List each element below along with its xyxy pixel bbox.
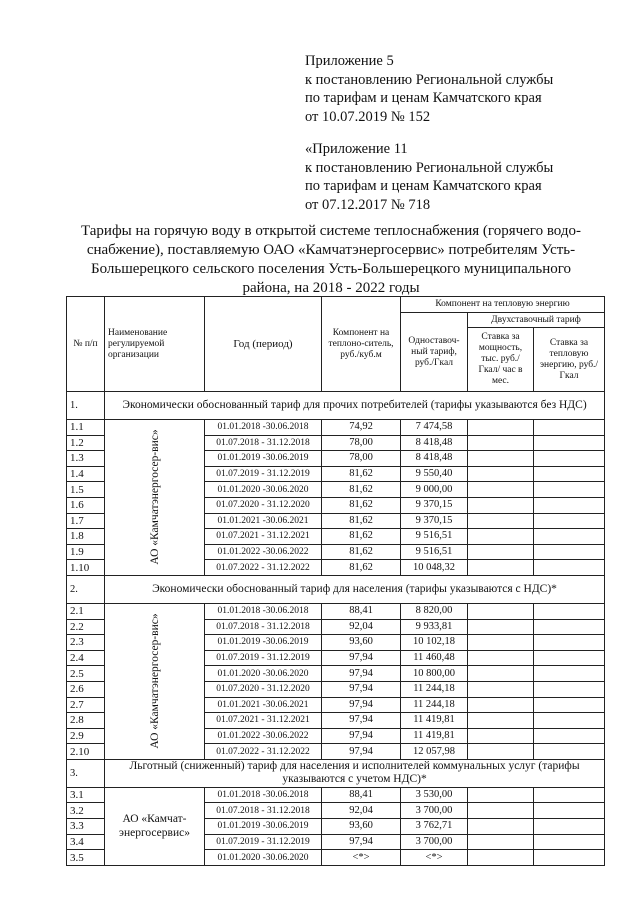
carrier-value: 97,94 (322, 744, 401, 760)
single-rate-value: 11 244,18 (401, 697, 468, 713)
power-rate-value (468, 560, 534, 576)
organization-cell: АО «Камчат-энергосервис» (105, 787, 205, 865)
row-number: 2.8 (67, 713, 105, 729)
power-rate-value (468, 728, 534, 744)
header-energy-rate: Ставка за тепловую энергию, руб./Гкал (534, 328, 605, 392)
annex-line: по тарифам и ценам Камчатского края (305, 90, 542, 106)
carrier-value: 81,62 (322, 513, 401, 529)
carrier-value: 97,94 (322, 697, 401, 713)
row-number: 1.3 (67, 451, 105, 467)
document-title (66, 222, 596, 298)
organization-cell (105, 603, 205, 759)
single-rate-value: 11 460,48 (401, 650, 468, 666)
energy-rate-value (534, 650, 605, 666)
power-rate-value (468, 529, 534, 545)
row-number: 1.5 (67, 482, 105, 498)
energy-rate-value (534, 451, 605, 467)
single-rate-value: 10 048,32 (401, 560, 468, 576)
energy-rate-value (534, 819, 605, 835)
carrier-value: 97,94 (322, 834, 401, 850)
carrier-value: 81,62 (322, 466, 401, 482)
row-number: 1.6 (67, 497, 105, 513)
energy-rate-value (534, 482, 605, 498)
period-cell: 01.01.2019 -30.06.2019 (205, 451, 322, 467)
energy-rate-value (534, 713, 605, 729)
energy-rate-value (534, 803, 605, 819)
carrier-value: 81,62 (322, 497, 401, 513)
row-number: 2.10 (67, 744, 105, 760)
row-number: 2.9 (67, 728, 105, 744)
carrier-value: 92,04 (322, 803, 401, 819)
row-number: 2.6 (67, 681, 105, 697)
carrier-value: 78,00 (322, 451, 401, 467)
period-cell: 01.01.2019 -30.06.2019 (205, 635, 322, 651)
row-number: 2.2 (67, 619, 105, 635)
section-header-row (67, 759, 605, 787)
row-number: 3.4 (67, 834, 105, 850)
single-rate-value: 3 700,00 (401, 834, 468, 850)
power-rate-value (468, 650, 534, 666)
row-number: 2.4 (67, 650, 105, 666)
annex-line: к постановлению Региональной службы (305, 159, 554, 176)
energy-rate-value (534, 681, 605, 697)
energy-rate-value (534, 513, 605, 529)
period-cell: 01.01.2018 -30.06.2018 (205, 603, 322, 619)
carrier-value: 97,94 (322, 713, 401, 729)
single-rate-value: 3 530,00 (401, 787, 468, 803)
carrier-value: <*> (322, 850, 401, 866)
period-cell: 01.07.2019 - 31.12.2019 (205, 834, 322, 850)
period-cell: 01.01.2020 -30.06.2020 (205, 482, 322, 498)
period-cell: 01.07.2022 - 31.12.2022 (205, 560, 322, 576)
energy-rate-value (534, 635, 605, 651)
section-title: Экономически обоснованный тариф для прочих потребителей (тарифы указываются без НДС) (105, 392, 605, 420)
energy-rate-value (534, 466, 605, 482)
single-rate-value: 8 820,00 (401, 603, 468, 619)
power-rate-value (468, 744, 534, 760)
power-rate-value (468, 482, 534, 498)
carrier-value: 81,62 (322, 529, 401, 545)
section-title: Льготный (сниженный) тариф для населения и исполнителей коммунальных услуг (тарифы указываются с учетом НДС)* (105, 759, 605, 787)
header-heat-group: Компонент на тепловую энергию (401, 297, 605, 313)
energy-rate-value (534, 529, 605, 545)
annex-line: от 07.12.2017 № 718 (305, 196, 431, 213)
single-rate-value: 9 370,15 (401, 497, 468, 513)
power-rate-value (468, 513, 534, 529)
header-power-rate: Ставка за мощность, тыс. руб./Гкал/ час в мес. (468, 328, 534, 392)
energy-rate-value (534, 435, 605, 451)
single-rate-value: 9 370,15 (401, 513, 468, 529)
energy-rate-value (534, 603, 605, 619)
power-rate-value (468, 420, 534, 436)
annex-line: Приложение 5 (305, 53, 394, 69)
row-number: 1.7 (67, 513, 105, 529)
carrier-value: 93,60 (322, 819, 401, 835)
carrier-value: 97,94 (322, 681, 401, 697)
carrier-value: 74,92 (322, 420, 401, 436)
power-rate-value (468, 666, 534, 682)
period-cell: 01.01.2018 -30.06.2018 (205, 787, 322, 803)
carrier-value: 97,94 (322, 728, 401, 744)
period-cell: 01.01.2021 -30.06.2021 (205, 697, 322, 713)
row-number: 2.3 (67, 635, 105, 651)
carrier-value: 81,62 (322, 482, 401, 498)
single-rate-value: 9 933,81 (401, 619, 468, 635)
row-number: 1.9 (67, 544, 105, 560)
section-header-row (67, 575, 605, 603)
power-rate-value (468, 466, 534, 482)
period-cell: 01.01.2021 -30.06.2021 (205, 513, 322, 529)
single-rate-value: 10 102,18 (401, 635, 468, 651)
section-number: 2. (67, 575, 105, 603)
energy-rate-value (534, 497, 605, 513)
single-rate-value: 8 418,48 (401, 451, 468, 467)
section-title: Экономически обоснованный тариф для населения (тарифы указываются с НДС)* (105, 575, 605, 603)
row-number: 1.1 (67, 420, 105, 436)
carrier-value: 78,00 (322, 435, 401, 451)
power-rate-value (468, 451, 534, 467)
power-rate-value (468, 803, 534, 819)
power-rate-value (468, 697, 534, 713)
annex-line: к постановлению Региональной службы (305, 71, 554, 88)
power-rate-value (468, 497, 534, 513)
period-cell: 01.07.2021 - 31.12.2021 (205, 713, 322, 729)
energy-rate-value (534, 560, 605, 576)
row-number: 1.2 (67, 435, 105, 451)
title-line: района, на 2018 - 2022 годы (242, 280, 420, 296)
annex-line: «Приложение 11 (305, 141, 408, 157)
period-cell: 01.07.2022 - 31.12.2022 (205, 744, 322, 760)
row-number: 3.2 (67, 803, 105, 819)
carrier-value: 81,62 (322, 544, 401, 560)
energy-rate-value (534, 744, 605, 760)
period-cell: 01.01.2022 -30.06.2022 (205, 728, 322, 744)
power-rate-value (468, 635, 534, 651)
period-cell: 01.01.2018 -30.06.2018 (205, 420, 322, 436)
energy-rate-value (534, 666, 605, 682)
row-number: 1.10 (67, 560, 105, 576)
carrier-value: 88,41 (322, 787, 401, 803)
tariff-table (66, 296, 605, 866)
row-number: 2.5 (67, 666, 105, 682)
energy-rate-value (534, 787, 605, 803)
power-rate-value (468, 619, 534, 635)
period-cell: 01.07.2018 - 31.12.2018 (205, 803, 322, 819)
single-rate-value: 11 244,18 (401, 681, 468, 697)
power-rate-value (468, 850, 534, 866)
single-rate-value: 9 516,51 (401, 544, 468, 560)
section-header-row (67, 392, 605, 420)
title-line: Тарифы на горячую воду в открытой системе теплоснабжения (горячего водо- (80, 223, 582, 239)
power-rate-value (468, 681, 534, 697)
header-carrier: Компонент на теплоно-ситель, руб./куб.м (322, 297, 401, 392)
energy-rate-value (534, 850, 605, 866)
power-rate-value (468, 834, 534, 850)
row-number: 1.4 (67, 466, 105, 482)
period-cell: 01.01.2019 -30.06.2019 (205, 819, 322, 835)
power-rate-value (468, 819, 534, 835)
period-cell: 01.07.2019 - 31.12.2019 (205, 650, 322, 666)
organization-name: АО «Камчатэнергосер-вис» (148, 429, 161, 566)
table-row (67, 787, 605, 803)
single-rate-value: 11 419,81 (401, 728, 468, 744)
energy-rate-value (534, 544, 605, 560)
energy-rate-value (534, 619, 605, 635)
organization-name: АО «Камчатэнергосер-вис» (148, 613, 161, 750)
single-rate-value: <*> (401, 850, 468, 866)
single-rate-value: 12 057,98 (401, 744, 468, 760)
table-row (67, 603, 605, 619)
annex-line: от 10.07.2019 № 152 (305, 108, 431, 125)
single-rate-value: 9 516,51 (401, 529, 468, 545)
power-rate-value (468, 787, 534, 803)
period-cell: 01.01.2020 -30.06.2020 (205, 850, 322, 866)
single-rate-value: 9 000,00 (401, 482, 468, 498)
annex-line: по тарифам и ценам Камчатского края (305, 178, 542, 194)
header-single-rate: Одноставоч-ный тариф, руб./Гкал (401, 313, 468, 392)
title-line: снабжение), поставляемую ОАО «Камчатэнергосервис» потребителям Усть- (86, 242, 576, 258)
single-rate-value: 3 762,71 (401, 819, 468, 835)
row-number: 1.8 (67, 529, 105, 545)
energy-rate-value (534, 420, 605, 436)
period-cell: 01.01.2020 -30.06.2020 (205, 666, 322, 682)
row-number: 2.1 (67, 603, 105, 619)
annex-reference-11 (305, 140, 553, 214)
power-rate-value (468, 713, 534, 729)
period-cell: 01.07.2018 - 31.12.2018 (205, 435, 322, 451)
header-num: № п/п (67, 297, 105, 392)
power-rate-value (468, 435, 534, 451)
annex-reference-5 (305, 52, 553, 126)
row-number: 3.5 (67, 850, 105, 866)
title-line: Большерецкого сельского поселения Усть-Большерецкого муниципального (90, 261, 572, 277)
carrier-value: 88,41 (322, 603, 401, 619)
energy-rate-value (534, 728, 605, 744)
power-rate-value (468, 603, 534, 619)
carrier-value: 93,60 (322, 635, 401, 651)
period-cell: 01.07.2018 - 31.12.2018 (205, 619, 322, 635)
single-rate-value: 8 418,48 (401, 435, 468, 451)
single-rate-value: 10 800,00 (401, 666, 468, 682)
power-rate-value (468, 544, 534, 560)
table-row (67, 420, 605, 436)
period-cell: 01.01.2022 -30.06.2022 (205, 544, 322, 560)
carrier-value: 92,04 (322, 619, 401, 635)
carrier-value: 97,94 (322, 650, 401, 666)
row-number: 3.3 (67, 819, 105, 835)
section-number: 1. (67, 392, 105, 420)
period-cell: 01.07.2019 - 31.12.2019 (205, 466, 322, 482)
row-number: 3.1 (67, 787, 105, 803)
single-rate-value: 3 700,00 (401, 803, 468, 819)
section-number: 3. (67, 759, 105, 787)
energy-rate-value (534, 834, 605, 850)
carrier-value: 97,94 (322, 666, 401, 682)
header-period: Год (период) (205, 297, 322, 392)
carrier-value: 81,62 (322, 560, 401, 576)
single-rate-value: 11 419,81 (401, 713, 468, 729)
header-two-rate: Двухставочный тариф (468, 313, 605, 328)
single-rate-value: 7 474,58 (401, 420, 468, 436)
header-org: Наименование регулируемой организации (105, 297, 205, 392)
organization-cell (105, 420, 205, 576)
period-cell: 01.07.2020 - 31.12.2020 (205, 497, 322, 513)
energy-rate-value (534, 697, 605, 713)
period-cell: 01.07.2020 - 31.12.2020 (205, 681, 322, 697)
single-rate-value: 9 550,40 (401, 466, 468, 482)
period-cell: 01.07.2021 - 31.12.2021 (205, 529, 322, 545)
row-number: 2.7 (67, 697, 105, 713)
